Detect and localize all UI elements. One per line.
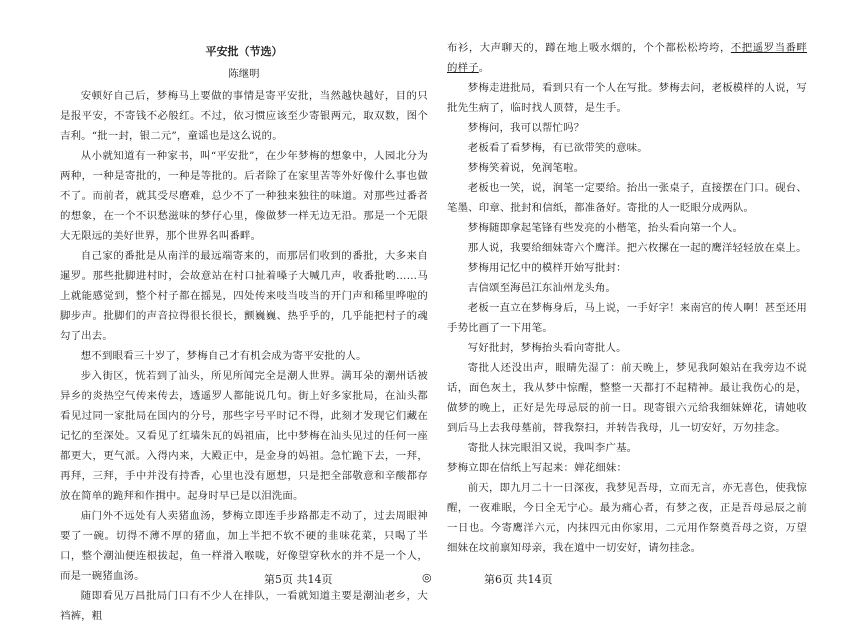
continued-punct: 。 — [478, 62, 490, 74]
paragraph: 老板一直立在梦梅身后，马上说，一手好字！来南宫的传人啊！甚至还用手势比画了一下用笔。 — [447, 302, 807, 334]
paragraph: 从小就知道有一种家书，叫“平安批”，在少年梦梅的想象中，人园北分为两种，一种是寄批的，一种是等批的。后者除了在家里苦等外好像什么事也做不了。而前者，就其受尽磨难，总少不了一种独来独往的味道。对那些过番者的想象，在一个不识愁滋味的梦仔心里，像做梦一样无边无沿。那是一个无限大无限远的美好世界，那个世界名叫番畔。 — [60, 150, 428, 242]
letter-heading: 梦梅立即在信纸上写起来：婵花细妹： — [447, 462, 628, 474]
paragraph: 步入街区，恍若到了汕头，所见所闻完全是潮人世界。满耳朵的潮州话被异乡的炎热空气传来传去，透遥罗人都能说几句。街上好多家批局，在汕头都看见过同一家批局在国内的分号，那些字号平时记不得，此刻才发现它们藏在记忆的至深处。又看见了红墙朱瓦的妈祖庙，比中梦梅在汕头见过的任何一座都更大，更气派。入得内来，大殿正中，是金身的妈祖。急忙跪下去，一拜，再拜，三拜，手中并没有持香，心里也没有愿想，只是把全部敬意和辛酸都存放在简单的跪拜和作揖中。起身时早已是以泪洗面。 — [60, 370, 428, 502]
paragraph: 那人说，我要给细妹寄六个鹰洋。把六枚摞在一起的鹰洋轻轻放在桌上。 — [467, 242, 807, 254]
paragraph: 写好批封，梦梅抬头看向寄批人。 — [467, 342, 627, 354]
paragraph: 随即看见万昌批局门口有不少人在排队，一看就知道主要是潮汕老乡，大裆裤，粗 — [60, 590, 428, 622]
paragraph: 吉信颂至海邑江东汕州龙头角。 — [467, 282, 617, 294]
paragraph-continued — [447, 38, 807, 78]
paragraph: 庙门外不远处有人卖猪血汤，梦梅立即连手步路都走不动了，过去周眼神要了一碗。切得不薄不厚的猪血，加上半把不软不硬的韭味花菜，只喝了半口，整个潮汕便连根拔起，鱼一样滑入喉咙，好像望穿秋水的并不是一个人，而是一碗猪血汤。 — [60, 510, 428, 582]
paragraph: 梦梅随即拿起笔锋有些发亮的小楷笔，抬头看向第一个人。 — [467, 222, 744, 234]
right-column — [447, 38, 807, 558]
underlined-phrase: 不把遥罗当番畔的样子 — [447, 42, 807, 74]
paragraph: 老板也一笑，说，润笔一定要给。抬出一张桌子，直接摆在门口。砚台、笔墨、印章、批封和信纸，都准备好。寄批的人一眨眼分成两队。 — [447, 182, 807, 214]
paragraph: 老板看了看梦梅，有已欲带笑的意味。 — [467, 142, 648, 154]
page-separator: ◎ — [422, 571, 432, 584]
paragraph: 梦梅走进批局，看到只有一个人在写批。梦梅去问，老板模样的人说，写批先生病了，临时找人顶替，是生手。 — [447, 82, 807, 114]
paragraph: 自己家的番批是从南洋的最远端寄来的，而那居们收到的番批，大多来自暹罗。那些批脚进村时，会故意站在村口扯着嗓子大喊几声，收番批哟……马上就能感觉到，整个村子都在摇晃，四处传来吱当吱当的开门声和稀里哗啦的脚步声。批脚们的声音拉得很长很长，颤巍巍、热乎乎的，几乎能把村子的魂勾了出去。 — [60, 250, 428, 342]
paragraph: 寄批人还没出声，眼睛先湿了：前天晚上，梦见我阿娘站在我旁边不说话，面色灰土，我从梦中惊醒，整整一天都打不起精神。最让我伤心的是，做梦的晚上，正好是先母忌辰的前一日。现寄银六元给我细妹婵花，请她收到后马上去我母墓前，替我祭扫，并转告我母，儿一切安好，万勿挂念。 — [447, 362, 807, 434]
paragraph: 想不到眼看三十岁了，梦梅自己才有机会成为寄平安批的人。 — [80, 350, 367, 362]
page-number-right: 第6页 共14页 — [484, 573, 553, 586]
paragraph: 寄批人抹完眼泪又说，我叫李广基。 — [467, 442, 638, 454]
paragraph: 梦梅笑着说，免润笔啦。 — [467, 162, 585, 174]
paragraph: 梦梅问，我可以帮忙吗？ — [467, 122, 585, 134]
paragraph: 梦梅用记忆中的模样开始写批封： — [467, 262, 627, 274]
continued-text: 布衫，大声聊天的，蹲在地上吸水烟的，个个都松松垮垮， — [447, 42, 731, 54]
article-title: 平安批（节选） — [205, 45, 283, 58]
page-number-left: 第5页 共14页 — [264, 573, 333, 586]
paragraph: 安顿好自己后，梦梅马上要做的事情是寄平安批，当然越快越好，目的只是报平安，不寄钱不必般红。不过，依习惯应该至少寄银两元，取双数，图个吉利。“批一封，银二元”，童谣也是这么说的。 — [60, 90, 428, 142]
letter-body: 前天，即九月二十一日深夜，我梦见吾母，立而无言，亦无喜色，使我惊醒，一夜难眠，今日全无宁心。最为痛心者，有梦之夜，正是吾母忌辰之前一日也。今寄鹰洋六元，内抹四元由你家用，二元用作祭奠吾母之资，万望细妹在坟前禀知母亲，我在道中一切安好，请勿挂念。 — [447, 482, 807, 554]
article-author: 陈继明 — [228, 68, 260, 80]
